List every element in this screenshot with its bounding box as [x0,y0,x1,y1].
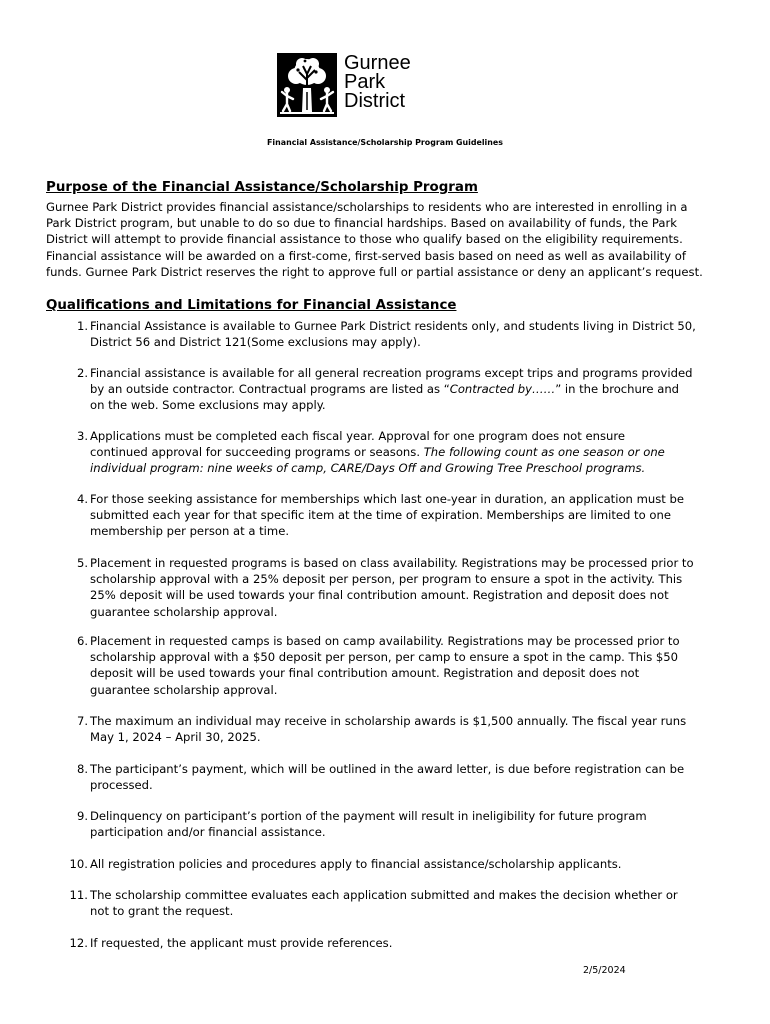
list-item-number: 1. [76,319,88,333]
list-item-number: 3. [76,429,88,443]
list-item-line: scholarship approval with a $50 deposit per person, per camp to ensure a spot in the camp. This $50 [90,650,679,665]
footer-date: 2/5/2024 [583,965,626,976]
list-item-text-run: ” in the brochure and [555,382,680,397]
list-item-line: For those seeking assistance for memberships which last one-year in duration, an application must be [90,492,684,506]
list-item-line: Placement in requested camps is based on camp availability. Registrations may be processed prior to [90,634,680,648]
purpose-heading: Purpose of the Financial Assistance/Scholarship Program [46,180,478,195]
list-item-text [90,713,730,745]
list-item-number: 12. [69,936,88,950]
list-item-number: 11. [69,888,88,902]
list-item-number: 8. [76,762,88,776]
list-item-line: submitted each year for that specific item at the time of expiration. Memberships are limited to one [90,508,671,523]
list-item-text [90,856,730,872]
list-item-text [90,935,730,951]
list-item-text [90,428,730,477]
list-item-line [90,381,730,397]
list-item-text [90,808,730,840]
list-item-line: membership per person at a time. [90,524,290,539]
list-item-line: The maximum an individual may receive in scholarship awards is $1,500 annually. The fiscal year runs [90,714,687,728]
list-item-text [90,555,730,620]
list-item-line: May 1, 2024 – April 30, 2025. [90,730,261,745]
list-item-number: 9. [76,809,88,823]
purpose-line: District will attempt to provide financial assistance to those who qualify based on the eligibility requirements. [46,232,683,247]
purpose-line: Financial assistance will be awarded on a first-come, first-served basis based on need as well as availability of [46,248,686,263]
list-item-text [90,887,730,919]
list-item-line: guarantee scholarship approval. [90,682,278,697]
list-item-italic-run: The following count as one season or one [423,445,665,460]
purpose-line: Gurnee Park District provides financial assistance/scholarships to residents who are interested in enrolling in a [46,200,688,214]
list-item-line: All registration policies and procedures apply to financial assistance/scholarship applicants. [90,857,622,871]
list-item-number: 5. [76,556,88,570]
document-title: Financial Assistance/Scholarship Program Guidelines [267,138,503,147]
list-item-text [90,491,730,540]
list-item-italic-run: individual program: nine weeks of camp, CARE/Days Off and Growing Tree Preschool programs. [90,461,646,476]
list-item-line: Applications must be completed each fiscal year. Approval for one program does not ensure [90,429,626,443]
list-item-line: on the web. Some exclusions may apply. [90,398,326,413]
list-item-line: Financial Assistance is available to Gurnee Park District residents only, and students living in District 50, [90,319,696,333]
list-item-text-run: continued approval for succeeding programs or seasons. [90,445,424,460]
list-item-line: 25% deposit will be used towards your final contribution amount. Registration and deposit does not [90,588,669,603]
list-item-line: not to grant the request. [90,904,234,919]
list-item-line: participation and/or financial assistance. [90,825,326,840]
list-item-text [90,365,730,414]
list-item-line [90,460,730,476]
list-item-line: guarantee scholarship approval. [90,604,278,619]
list-item-text-run: by an outside contractor. Contractual programs are listed as “ [90,382,450,397]
purpose-paragraph [46,199,736,280]
list-item-line [90,444,730,460]
purpose-line: Park District program, but unable to do so due to financial hardships. Based on availability of funds, the Park [46,216,677,231]
list-item-line: Delinquency on participant’s portion of the payment will result in ineligibility for future program [90,809,647,823]
list-item-number: 2. [76,366,88,380]
list-item-line: Placement in requested programs is based on class availability. Registrations may be processed prior to [90,556,694,570]
list-item-line: processed. [90,778,153,793]
list-item-number: 7. [76,714,88,728]
logo-wordmark [344,54,411,111]
logo-line-park: Park [344,71,386,93]
logo-line-district: District [344,90,406,112]
list-item-text [90,318,730,350]
list-item-text [90,761,730,793]
list-item-line: Financial assistance is available for all general recreation programs except trips and programs provided [90,366,693,380]
list-item-line: The scholarship committee evaluates each application submitted and makes the decision whether or [90,888,678,902]
purpose-line: funds. Gurnee Park District reserves the right to approve full or partial assistance or deny an applicant’s request. [46,264,703,279]
gurnee-park-district-logo [276,52,456,118]
logo-line-gurnee: Gurnee [344,52,411,74]
list-item-line: District 56 and District 121(Some exclusions may apply). [90,335,421,350]
list-item-text [90,633,730,698]
qualifications-heading: Qualifications and Limitations for Financial Assistance [46,298,457,313]
list-item-line: scholarship approval with a 25% deposit per person, per program to ensure a spot in the activity. This [90,572,683,587]
list-item-number: 6. [76,634,88,648]
list-item-number: 4. [76,492,88,506]
list-item-line: If requested, the applicant must provide references. [90,936,393,950]
list-item-line: The participant’s payment, which will be outlined in the award letter, is due before registration can be [90,762,685,776]
list-item-italic-run: Contracted by…… [449,382,556,397]
list-item-number: 10. [69,857,88,871]
tree-logo-icon [276,52,338,118]
list-item-line: deposit will be used towards your final contribution amount. Registration and deposit does not [90,666,640,681]
